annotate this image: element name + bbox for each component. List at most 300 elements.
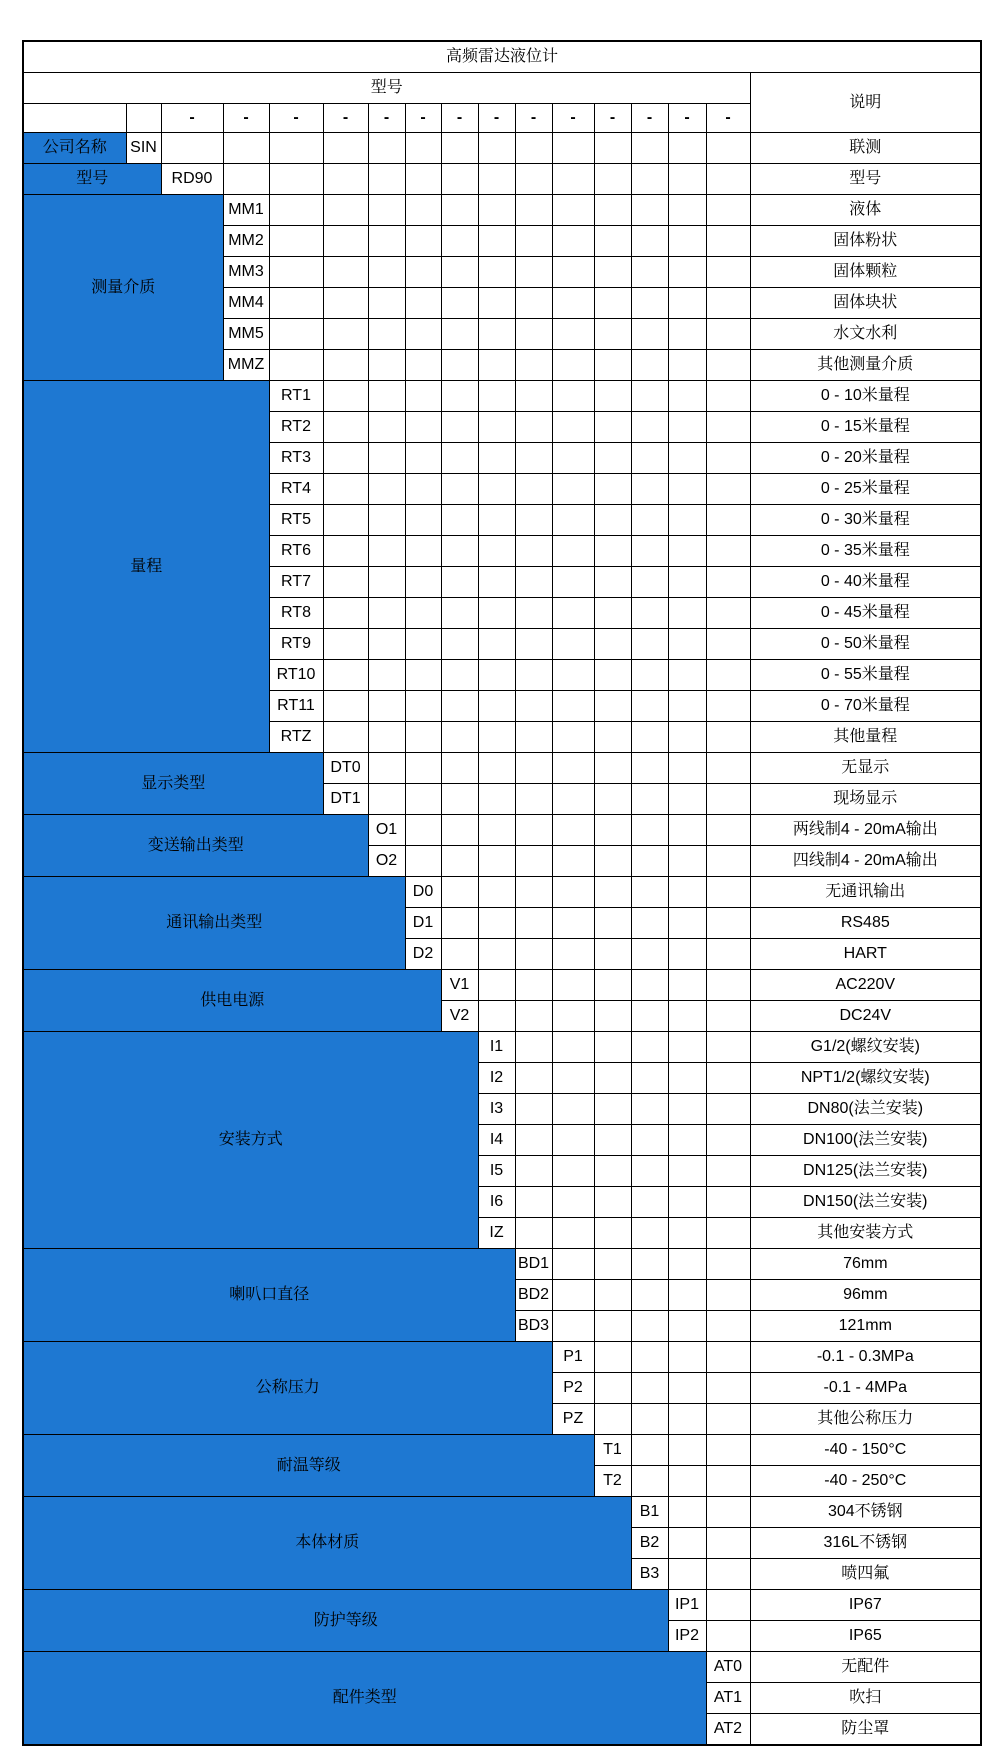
empty-cell [478, 877, 515, 908]
option-description: 其他公称压力 [750, 1404, 981, 1435]
empty-cell [323, 629, 368, 660]
empty-cell [594, 567, 631, 598]
empty-cell [368, 784, 405, 815]
empty-cell [668, 1280, 706, 1311]
empty-cell [631, 1125, 668, 1156]
empty-cell [552, 381, 594, 412]
category-label: 安装方式 [23, 1032, 478, 1249]
option-code: AT1 [706, 1683, 750, 1714]
empty-cell [405, 784, 441, 815]
empty-cell [552, 970, 594, 1001]
empty-cell [405, 815, 441, 846]
separator-cell: - [269, 104, 323, 133]
empty-cell [323, 133, 368, 164]
empty-cell [552, 536, 594, 567]
empty-cell [323, 288, 368, 319]
option-description: 96mm [750, 1280, 981, 1311]
empty-cell [405, 629, 441, 660]
empty-cell [368, 288, 405, 319]
category-label: 公称压力 [23, 1342, 552, 1435]
option-description: -0.1 - 0.3MPa [750, 1342, 981, 1373]
empty-cell [323, 660, 368, 691]
empty-cell [552, 1218, 594, 1249]
option-description: 固体块状 [750, 288, 981, 319]
empty-cell [631, 815, 668, 846]
empty-cell [668, 567, 706, 598]
empty-cell [668, 1094, 706, 1125]
empty-cell [323, 536, 368, 567]
option-row [23, 877, 981, 908]
option-code: MM4 [223, 288, 269, 319]
option-code: T1 [594, 1435, 631, 1466]
category-label: 测量介质 [23, 195, 223, 381]
empty-cell [515, 1001, 552, 1032]
empty-cell [269, 133, 323, 164]
empty-cell [706, 598, 750, 629]
empty-cell [706, 567, 750, 598]
empty-cell [706, 691, 750, 722]
empty-cell [478, 319, 515, 350]
empty-cell [668, 133, 706, 164]
empty-cell [594, 505, 631, 536]
empty-cell [631, 1001, 668, 1032]
empty-cell [594, 1218, 631, 1249]
option-code: BD3 [515, 1311, 552, 1342]
separator-cell: - [323, 104, 368, 133]
empty-cell [594, 350, 631, 381]
option-code: PZ [552, 1404, 594, 1435]
empty-cell [269, 226, 323, 257]
option-description: 喷四氟 [750, 1559, 981, 1590]
separator-cell: - [552, 104, 594, 133]
option-code: I6 [478, 1187, 515, 1218]
empty-cell [594, 1032, 631, 1063]
empty-cell [594, 1311, 631, 1342]
empty-cell [706, 1187, 750, 1218]
option-row [23, 1590, 981, 1621]
empty-cell [368, 350, 405, 381]
empty-cell [706, 1435, 750, 1466]
empty-cell [441, 133, 478, 164]
empty-cell [441, 691, 478, 722]
empty-cell [441, 443, 478, 474]
option-row [23, 815, 981, 846]
empty-cell [594, 908, 631, 939]
empty-cell [594, 660, 631, 691]
empty-cell [515, 970, 552, 1001]
empty-cell [368, 381, 405, 412]
empty-cell [441, 939, 478, 970]
option-description: -40 - 150°C [750, 1435, 981, 1466]
empty-cell [405, 164, 441, 195]
option-description: HART [750, 939, 981, 970]
option-row [23, 164, 981, 195]
category-label: 显示类型 [23, 753, 323, 815]
empty-cell [405, 443, 441, 474]
empty-cell [631, 1032, 668, 1063]
empty-cell [668, 1249, 706, 1280]
empty-cell [631, 474, 668, 505]
option-code: I4 [478, 1125, 515, 1156]
empty-cell [706, 1156, 750, 1187]
separator-cell: - [368, 104, 405, 133]
empty-cell [706, 1404, 750, 1435]
separator-cell: - [515, 104, 552, 133]
empty-cell [594, 939, 631, 970]
empty-cell [552, 691, 594, 722]
empty-cell [441, 288, 478, 319]
option-row [23, 1652, 981, 1683]
empty-cell [515, 815, 552, 846]
empty-cell [668, 443, 706, 474]
empty-cell [478, 722, 515, 753]
empty-cell [552, 567, 594, 598]
empty-cell [515, 350, 552, 381]
option-description: 0 - 50米量程 [750, 629, 981, 660]
option-description: AC220V [750, 970, 981, 1001]
empty-cell [515, 1125, 552, 1156]
separator-cell: - [223, 104, 269, 133]
empty-cell [515, 598, 552, 629]
empty-cell [552, 195, 594, 226]
empty-cell [706, 195, 750, 226]
empty-cell [706, 536, 750, 567]
empty-cell [323, 226, 368, 257]
empty-cell [594, 1280, 631, 1311]
empty-cell [478, 195, 515, 226]
option-code: AT0 [706, 1652, 750, 1683]
empty-cell [594, 443, 631, 474]
empty-cell [269, 257, 323, 288]
empty-cell [594, 970, 631, 1001]
option-description: 防尘罩 [750, 1714, 981, 1746]
option-description: 0 - 70米量程 [750, 691, 981, 722]
option-description: 两线制4 - 20mA输出 [750, 815, 981, 846]
category-label: 配件类型 [23, 1652, 706, 1746]
empty-cell [405, 660, 441, 691]
empty-cell [594, 1249, 631, 1280]
option-code: D1 [405, 908, 441, 939]
empty-cell [631, 412, 668, 443]
empty-cell [631, 133, 668, 164]
empty-cell [478, 133, 515, 164]
empty-cell [552, 1001, 594, 1032]
empty-cell [515, 877, 552, 908]
empty-cell [668, 1528, 706, 1559]
empty-cell [515, 412, 552, 443]
category-label: 供电电源 [23, 970, 441, 1032]
empty-cell [631, 1249, 668, 1280]
empty-cell [552, 1311, 594, 1342]
empty-cell [515, 257, 552, 288]
option-code: DT0 [323, 753, 368, 784]
empty-cell [668, 1559, 706, 1590]
option-description: 121mm [750, 1311, 981, 1342]
empty-cell [706, 1342, 750, 1373]
option-description: 0 - 20米量程 [750, 443, 981, 474]
empty-cell [441, 226, 478, 257]
empty-cell [441, 660, 478, 691]
model-selection-table [22, 40, 982, 1746]
empty-cell [441, 257, 478, 288]
option-code: RTZ [269, 722, 323, 753]
option-row [23, 1497, 981, 1528]
separator-cell: - [706, 104, 750, 133]
empty-cell [552, 598, 594, 629]
category-label: 喇叭口直径 [23, 1249, 515, 1342]
model-header-label: 型号 [23, 73, 750, 104]
empty-cell [441, 195, 478, 226]
option-code: I1 [478, 1032, 515, 1063]
empty-cell [668, 753, 706, 784]
empty-cell [552, 1032, 594, 1063]
option-description: 无通讯输出 [750, 877, 981, 908]
option-row [23, 381, 981, 412]
empty-cell [668, 629, 706, 660]
empty-cell [706, 1063, 750, 1094]
empty-cell [552, 722, 594, 753]
empty-cell [594, 815, 631, 846]
empty-cell [552, 443, 594, 474]
empty-cell [323, 381, 368, 412]
empty-cell [631, 722, 668, 753]
empty-cell [161, 133, 223, 164]
empty-cell [552, 226, 594, 257]
option-code: IZ [478, 1218, 515, 1249]
empty-cell [478, 970, 515, 1001]
empty-cell [594, 1001, 631, 1032]
empty-cell [668, 381, 706, 412]
empty-cell [552, 629, 594, 660]
empty-cell [706, 846, 750, 877]
option-code: RT2 [269, 412, 323, 443]
empty-cell [478, 629, 515, 660]
empty-cell [441, 753, 478, 784]
option-code: RT4 [269, 474, 323, 505]
empty-cell [269, 288, 323, 319]
empty-cell [668, 257, 706, 288]
empty-cell [706, 629, 750, 660]
empty-cell [515, 629, 552, 660]
table-title: 高频雷达液位计 [23, 41, 981, 73]
empty-cell [552, 753, 594, 784]
empty-cell [594, 474, 631, 505]
empty-cell [515, 1094, 552, 1125]
empty-cell [405, 474, 441, 505]
empty-cell [706, 505, 750, 536]
empty-cell [706, 753, 750, 784]
option-code: D2 [405, 939, 441, 970]
empty-cell [631, 1280, 668, 1311]
empty-cell [552, 1063, 594, 1094]
empty-cell [552, 846, 594, 877]
empty-cell [594, 846, 631, 877]
empty-cell [515, 164, 552, 195]
empty-cell [323, 412, 368, 443]
option-description: RS485 [750, 908, 981, 939]
empty-cell [594, 381, 631, 412]
empty-cell [668, 1032, 706, 1063]
empty-cell [668, 1373, 706, 1404]
empty-cell [405, 195, 441, 226]
empty-cell [405, 505, 441, 536]
empty-cell [668, 846, 706, 877]
option-code: SIN [126, 133, 161, 164]
option-description: 0 - 10米量程 [750, 381, 981, 412]
separator-cell: - [405, 104, 441, 133]
spec-table-body [23, 133, 981, 1746]
empty-cell [368, 226, 405, 257]
empty-cell [594, 1373, 631, 1404]
empty-cell [515, 846, 552, 877]
empty-cell [706, 722, 750, 753]
empty-cell [323, 319, 368, 350]
empty-cell [594, 133, 631, 164]
empty-cell [441, 505, 478, 536]
option-code: MMZ [223, 350, 269, 381]
empty-cell [668, 1001, 706, 1032]
empty-cell [631, 629, 668, 660]
empty-cell [368, 474, 405, 505]
option-description: 液体 [750, 195, 981, 226]
empty-cell [552, 1187, 594, 1218]
option-description: 无配件 [750, 1652, 981, 1683]
empty-cell [631, 226, 668, 257]
empty-cell [552, 288, 594, 319]
empty-cell [668, 412, 706, 443]
empty-cell [552, 1156, 594, 1187]
empty-cell [515, 133, 552, 164]
empty-cell [368, 753, 405, 784]
empty-cell [368, 598, 405, 629]
empty-cell [441, 784, 478, 815]
empty-cell [706, 443, 750, 474]
empty-cell [668, 536, 706, 567]
empty-cell [515, 1032, 552, 1063]
option-code: O2 [368, 846, 405, 877]
category-label: 公司名称 [23, 133, 126, 164]
option-description: 其他量程 [750, 722, 981, 753]
option-description: 无显示 [750, 753, 981, 784]
option-code: P2 [552, 1373, 594, 1404]
option-code: MM2 [223, 226, 269, 257]
empty-cell [405, 753, 441, 784]
empty-cell [668, 970, 706, 1001]
empty-cell [706, 1001, 750, 1032]
empty-cell [441, 412, 478, 443]
separator-cell: - [478, 104, 515, 133]
empty-cell [594, 412, 631, 443]
empty-cell [631, 1373, 668, 1404]
empty-cell [631, 1342, 668, 1373]
empty-cell [706, 164, 750, 195]
empty-cell [478, 412, 515, 443]
empty-cell [515, 474, 552, 505]
option-code: MM3 [223, 257, 269, 288]
empty-cell [478, 939, 515, 970]
option-description: -40 - 250°C [750, 1466, 981, 1497]
empty-cell [552, 133, 594, 164]
empty-cell [594, 1342, 631, 1373]
empty-cell [368, 536, 405, 567]
empty-cell [405, 412, 441, 443]
empty-cell [552, 257, 594, 288]
option-description: 0 - 55米量程 [750, 660, 981, 691]
empty-cell [552, 474, 594, 505]
empty-cell [594, 784, 631, 815]
empty-cell [706, 877, 750, 908]
empty-cell [631, 350, 668, 381]
empty-cell [594, 164, 631, 195]
option-code: RT7 [269, 567, 323, 598]
category-label: 防护等级 [23, 1590, 668, 1652]
empty-cell [706, 1528, 750, 1559]
empty-cell [668, 1125, 706, 1156]
empty-cell [515, 939, 552, 970]
empty-cell [478, 226, 515, 257]
empty-cell [405, 722, 441, 753]
option-description: IP67 [750, 1590, 981, 1621]
empty-cell [631, 939, 668, 970]
empty-cell [668, 505, 706, 536]
empty-cell [594, 257, 631, 288]
empty-cell [323, 691, 368, 722]
empty-cell [368, 567, 405, 598]
empty-cell [631, 164, 668, 195]
empty-cell [441, 815, 478, 846]
option-code: RT5 [269, 505, 323, 536]
empty-cell [631, 1156, 668, 1187]
empty-cell [478, 691, 515, 722]
empty-cell [478, 1001, 515, 1032]
empty-cell [478, 350, 515, 381]
empty-cell [552, 1125, 594, 1156]
empty-cell [441, 722, 478, 753]
empty-cell [368, 443, 405, 474]
option-code: V2 [441, 1001, 478, 1032]
category-label: 量程 [23, 381, 269, 753]
empty-cell [405, 567, 441, 598]
empty-cell [441, 350, 478, 381]
empty-cell [631, 195, 668, 226]
empty-cell [515, 753, 552, 784]
empty-cell [552, 784, 594, 815]
option-description: G1/2(螺纹安装) [750, 1032, 981, 1063]
category-label: 型号 [23, 164, 161, 195]
empty-cell [478, 598, 515, 629]
empty-cell [478, 536, 515, 567]
option-description: DN80(法兰安装) [750, 1094, 981, 1125]
header-row [23, 73, 981, 104]
empty-cell [478, 257, 515, 288]
option-code: D0 [405, 877, 441, 908]
empty-cell [269, 164, 323, 195]
empty-cell [323, 598, 368, 629]
option-description: IP65 [750, 1621, 981, 1652]
empty-cell [706, 784, 750, 815]
option-code: RD90 [161, 164, 223, 195]
empty-cell [594, 1094, 631, 1125]
empty-cell [478, 505, 515, 536]
empty-cell [478, 846, 515, 877]
empty-cell [478, 815, 515, 846]
empty-cell [323, 350, 368, 381]
empty-cell [405, 319, 441, 350]
empty-cell [478, 784, 515, 815]
option-code: V1 [441, 970, 478, 1001]
empty-cell [668, 1187, 706, 1218]
empty-cell [515, 1156, 552, 1187]
